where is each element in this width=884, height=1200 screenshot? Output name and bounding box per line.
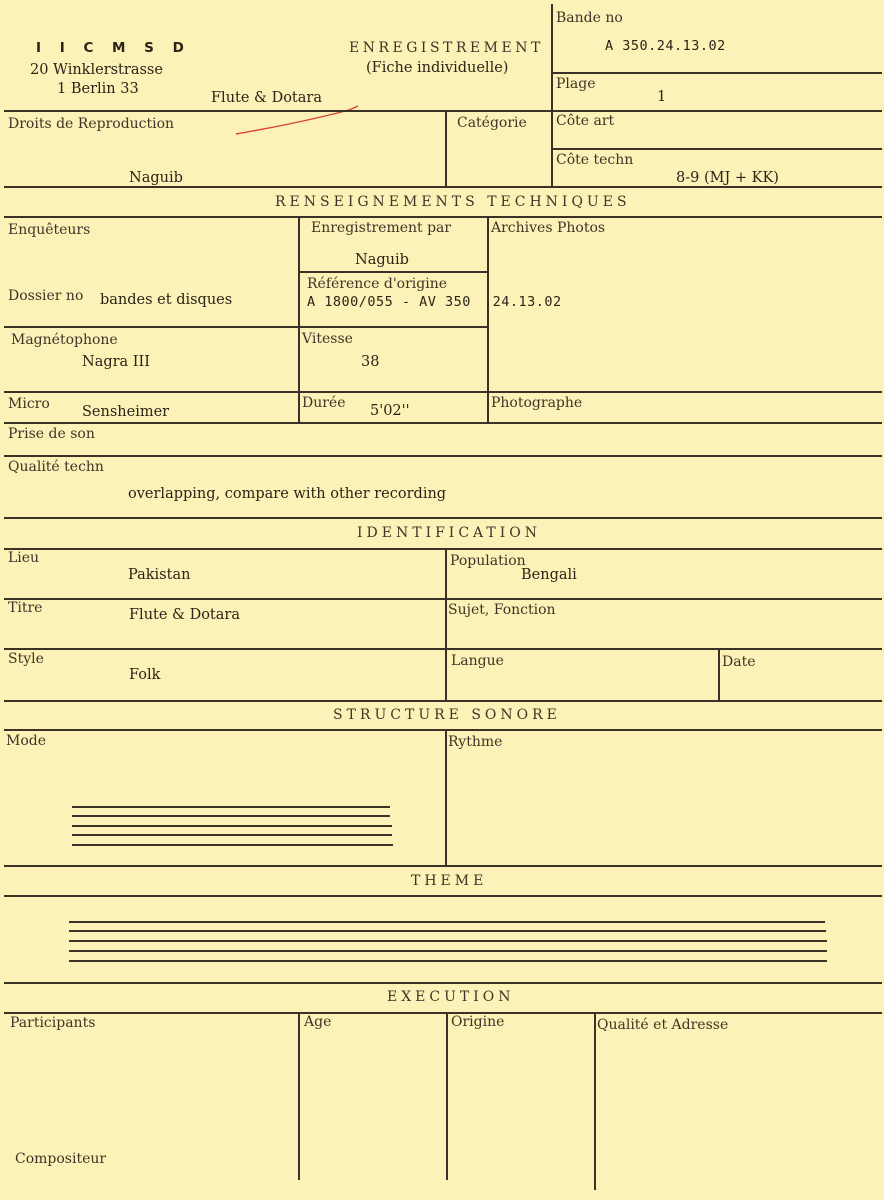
population-value: Bengali	[521, 567, 577, 583]
duree-value: 5'02''	[370, 403, 410, 419]
section-structure: STRUCTURE SONORE	[333, 707, 561, 723]
reference-value: A 1800/055 - AV 350	[307, 294, 471, 310]
qualite-techn-value: overlapping, compare with other recording	[128, 486, 447, 502]
org-name: I I C M S D	[36, 40, 191, 56]
enregistrement-par-label: Enregistrement par	[311, 220, 452, 236]
droits-label: Droits de Reproduction	[8, 116, 175, 132]
section-theme: THEME	[411, 873, 488, 889]
org-street: 20 Winklerstrasse	[30, 62, 163, 78]
style-label: Style	[8, 651, 44, 667]
rythme-label: Rythme	[448, 734, 503, 750]
compositeur-label: Compositeur	[15, 1151, 107, 1167]
sujet-label: Sujet, Fonction	[448, 602, 556, 618]
style-value: Folk	[129, 667, 161, 683]
vitesse-label: Vitesse	[302, 331, 353, 347]
micro-value: Sensheimer	[82, 404, 170, 420]
langue-label: Langue	[451, 653, 504, 669]
enregistrement-par-value: Naguib	[355, 252, 409, 268]
qualite-techn-label: Qualité techn	[8, 459, 104, 475]
reference-label: Référence d'origine	[307, 276, 448, 292]
age-label: Age	[304, 1014, 332, 1030]
lieu-value: Pakistan	[128, 567, 191, 583]
enqueteurs-label: Enquêteurs	[8, 222, 91, 238]
dossier-value: bandes et disques	[100, 292, 233, 308]
droits-value: Naguib	[129, 170, 183, 186]
participants-label: Participants	[10, 1015, 96, 1031]
population-label: Population	[450, 553, 526, 569]
categorie-label: Catégorie	[457, 115, 527, 131]
section-technique: RENSEIGNEMENTS TECHNIQUES	[275, 194, 631, 210]
magnetophone-value: Nagra III	[82, 354, 150, 370]
section-identification: IDENTIFICATION	[357, 525, 541, 541]
cote-techn-value: 8-9 (MJ + KK)	[676, 170, 779, 186]
cote-techn-label: Côte techn	[556, 152, 634, 168]
form-subtitle: (Fiche individuelle)	[366, 60, 509, 76]
org-city: 1 Berlin 33	[57, 81, 139, 97]
red-pen-stroke	[230, 100, 370, 140]
origine-label: Origine	[451, 1014, 505, 1030]
micro-label: Micro	[8, 396, 50, 412]
vitesse-value: 38	[361, 354, 380, 370]
titre-value: Flute & Dotara	[129, 607, 240, 623]
prise-de-son-label: Prise de son	[8, 426, 95, 442]
bande-value: A 350.24.13.02	[605, 38, 726, 54]
form-title: ENREGISTREMENT	[349, 40, 544, 56]
titre-label: Titre	[8, 600, 43, 616]
magnetophone-label: Magnétophone	[11, 332, 118, 348]
plage-value: 1	[657, 89, 667, 105]
mode-label: Mode	[6, 733, 47, 749]
handwritten-title: Flute & Dotara	[211, 90, 322, 106]
lieu-label: Lieu	[8, 550, 40, 566]
bande-label: Bande no	[556, 10, 623, 26]
dossier-label: Dossier no	[8, 288, 84, 304]
plage-label: Plage	[556, 76, 596, 92]
date-label: Date	[722, 654, 756, 670]
reference-value-cont: .24.13.02	[484, 294, 562, 310]
cote-art-label: Côte art	[556, 113, 615, 129]
photographe-label: Photographe	[491, 395, 583, 411]
duree-label: Durée	[302, 395, 346, 411]
qualite-adresse-label: Qualité et Adresse	[597, 1017, 729, 1033]
archives-photos-label: Archives Photos	[491, 220, 606, 236]
section-execution: EXECUTION	[387, 989, 515, 1005]
